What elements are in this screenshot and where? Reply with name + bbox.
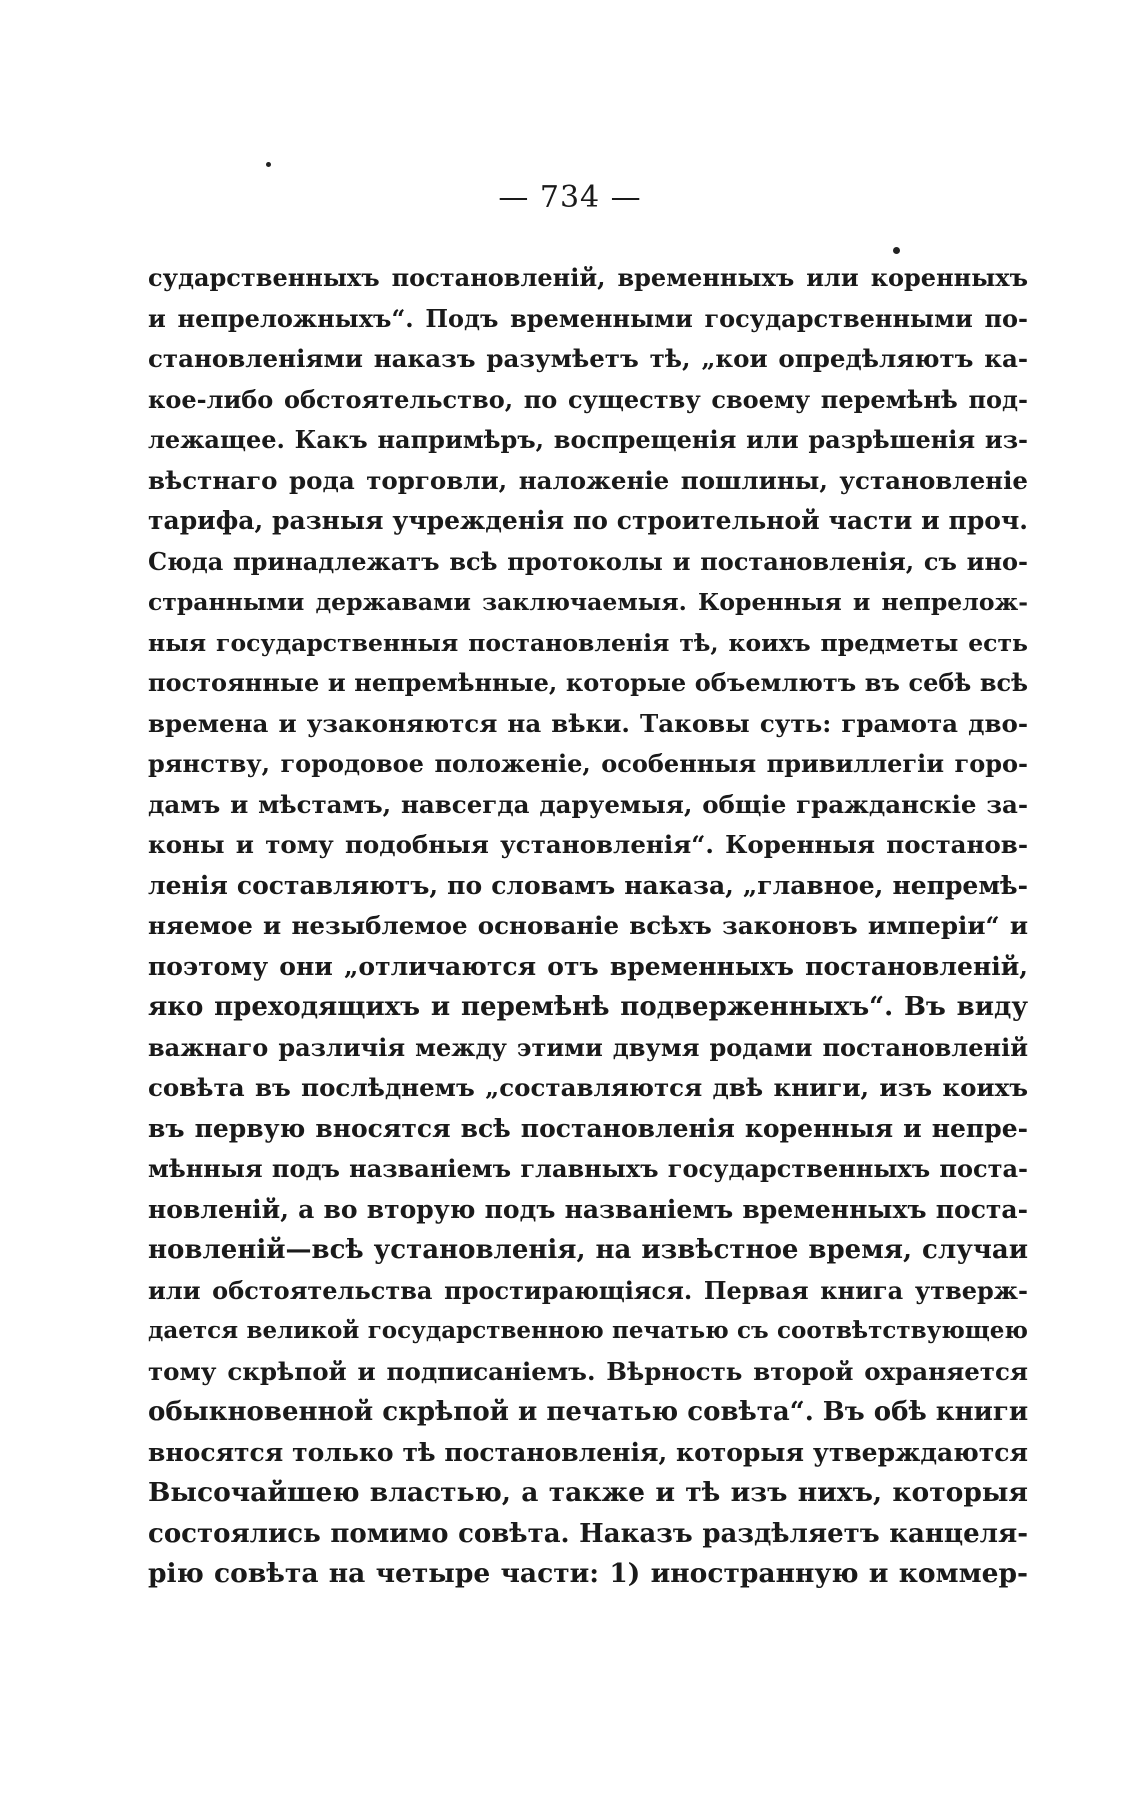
- text-line: Сюда принадлежатъ всѣ протоколы и постановленія, съ ино-: [148, 546, 1028, 576]
- text-line: ленія составляютъ, по словамъ наказа, „главное, непремѣ-: [148, 870, 1028, 900]
- text-line: коны и тому подобныя установленія“. Коренныя постанов-: [148, 830, 1028, 859]
- page-number: — 734 —: [498, 180, 642, 215]
- text-line: странными державами заключаемыя. Коренныя и непрелож-: [148, 588, 1028, 616]
- body-text: [148, 258, 1028, 1595]
- text-line: дамъ и мѣстамъ, навсегда даруемыя, общіе гражданскіе за-: [148, 789, 1028, 819]
- text-line: тому скрѣпой и подписаніемъ. Вѣрность второй охраняется: [148, 1356, 1028, 1386]
- text-line: мѣнныя подъ названіемъ главныхъ государственныхъ поста-: [148, 1154, 1028, 1183]
- text-line: кое-либо обстоятельство, по существу своему перемѣнѣ под-: [148, 384, 1028, 414]
- text-line: и непреложныхъ“. Подъ временными государственными по-: [148, 303, 1028, 333]
- text-line: въ первую вносятся всѣ постановленія коренныя и непре-: [148, 1113, 1028, 1143]
- text-line: совѣта въ послѣднемъ „составляются двѣ книги, изъ коихъ: [148, 1073, 1028, 1102]
- text-line: Высочайшею властью, а также и тѣ изъ нихъ, которыя: [148, 1477, 1028, 1508]
- text-line: тарифа, разныя учрежденія по строительной части и проч.: [148, 506, 1028, 535]
- text-line: времена и узаконяются на вѣки. Таковы суть: грамота дво-: [148, 708, 1028, 738]
- text-line: состоялись помимо совѣта. Наказъ раздѣляетъ канцеля-: [148, 1518, 1028, 1549]
- text-line: дается великой государственною печатью съ соотвѣтствующею: [148, 1317, 1028, 1344]
- text-line: лежащее. Какъ напримѣръ, воспрещенія или разрѣшенія из-: [148, 425, 1028, 454]
- text-line: постоянные и непремѣнные, которые объемлютъ въ себѣ всѣ: [148, 668, 1028, 697]
- text-line: важнаго различія между этими двумя родами постановленій: [148, 1032, 1028, 1062]
- text-line: становленіями наказъ разумѣетъ тѣ, „кои опредѣляютъ ка-: [148, 344, 1028, 373]
- text-line: вносятся только тѣ постановленія, которыя утверждаются: [148, 1437, 1028, 1467]
- text-line: или обстоятельства простирающіяся. Первая книга утверж-: [148, 1275, 1028, 1305]
- ink-speck: [893, 247, 900, 254]
- text-line: поэтому они „отличаются отъ временныхъ постановленій,: [148, 951, 1028, 981]
- text-line: обыкновенной скрѣпой и печатью совѣта“. Въ обѣ книги: [148, 1397, 1029, 1427]
- text-line: яко преходящихъ и перемѣнѣ подверженныхъ“. Въ виду: [148, 992, 1028, 1022]
- text-line: новленій, а во вторую подъ названіемъ временныхъ поста-: [148, 1194, 1028, 1224]
- text-line: вѣстнаго рода торговли, наложеніе пошлины, установленіе: [148, 465, 1028, 495]
- text-line: рянству, городовое положеніе, особенныя привиллегіи горо-: [148, 749, 1028, 778]
- text-line: сударственныхъ постановленій, временныхъ или коренныхъ: [148, 263, 1028, 292]
- text-line: ныя государственныя постановленія тѣ, коихъ предметы есть: [148, 628, 1028, 657]
- text-line: няемое и незыблемое основаніе всѣхъ законовъ имперіи“ и: [148, 911, 1028, 940]
- text-line: рію совѣта на четыре части: 1) иностранную и коммер-: [148, 1558, 1028, 1589]
- ink-speck: [266, 162, 271, 167]
- text-line: новленій—всѣ установленія, на извѣстное время, случаи: [148, 1235, 1028, 1265]
